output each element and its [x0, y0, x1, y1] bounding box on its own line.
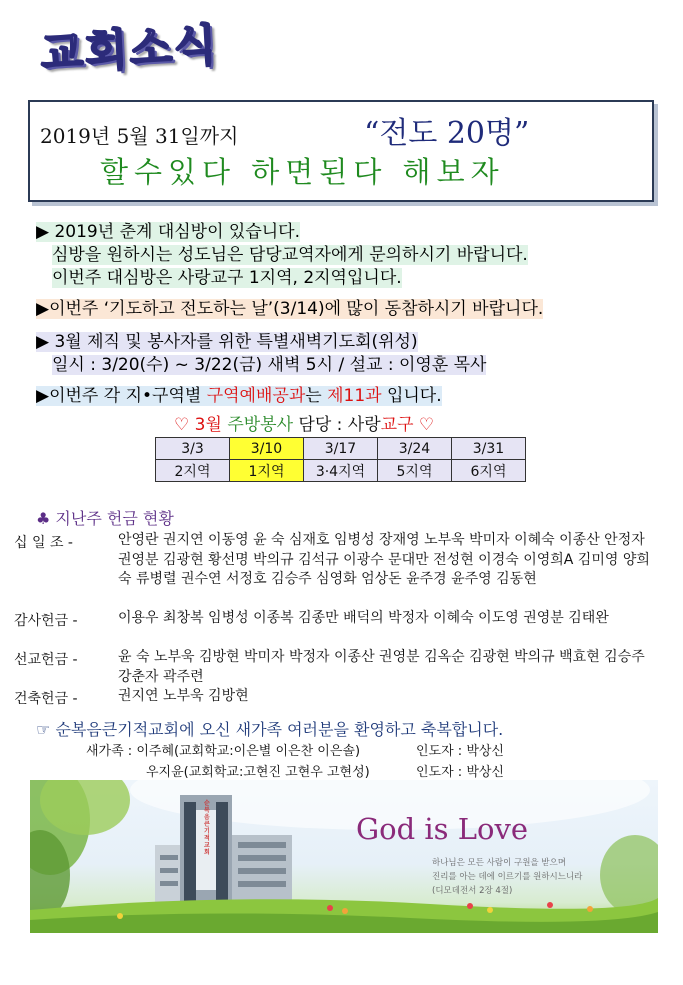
new-family-2: 우지윤(교회학교:고현진 고현우 고현성) — [146, 765, 370, 780]
kitchen-duty-table — [155, 437, 526, 482]
duty-region: 1지역 — [230, 460, 304, 482]
god-is-love-text: God is Love — [356, 812, 529, 846]
kitchen-duty-title: ♡ 3월 주방봉사 담당 : 사랑교구 ♡ — [174, 415, 435, 435]
building-sign: 순복음큰기적교회 — [204, 800, 210, 856]
offering-names-thanks: 이용우 최창복 임병성 이종복 김종만 배덕의 박정자 이혜숙 이도영 권영분 김태완 — [118, 610, 609, 626]
guide-1: 인도자 : 박상신 — [416, 744, 504, 759]
announcement-1-line3: 이번주 대심방은 사랑교구 1지역, 2지역입니다. — [52, 268, 402, 288]
pointing-hand-icon: ☞ — [36, 720, 51, 739]
duty-region: 5지역 — [378, 460, 452, 482]
lesson-book: 구역예배공과 — [206, 386, 306, 406]
duty-date: 3/31 — [452, 438, 526, 460]
church-banner-image — [30, 780, 658, 933]
duty-region: 2지역 — [156, 460, 230, 482]
new-family-1: 새가족 : 이주혜(교회학교:이은별 이은찬 이은솔) — [86, 744, 361, 759]
offering-names-mission: 윤 숙 노부욱 김방현 박미자 박정자 이종산 권영분 김옥순 김광현 박의규 백효현 김승주 강춘자 곽주련 — [118, 649, 645, 685]
banner-slogan: 할수있다 하면된다 해보자 — [100, 155, 505, 189]
lesson-number: 제11과 — [327, 386, 382, 406]
offering-names-building: 권지연 노부욱 김방현 — [118, 688, 249, 704]
guide-2: 인도자 : 박상신 — [416, 765, 504, 780]
welcome-message: ☞ 순복음큰기적교회에 오신 새가족 여러분을 환영하고 축복합니다. — [36, 720, 504, 739]
bible-verse: 하나님은 모든 사람이 구원을 받으며 진리를 아는 데에 이르기를 원하시느니라 (디모데전서 2장 4절) — [432, 858, 583, 896]
announcement-4: ▶이번주 각 지•구역별 구역예배공과는 제11과 입니다. — [36, 386, 442, 406]
duty-date: 3/17 — [304, 438, 378, 460]
banner-deadline: 2019년 5월 31일까지 — [40, 124, 239, 148]
duty-region: 6지역 — [452, 460, 526, 482]
offering-heading: ♣ 지난주 헌금 현황 — [36, 509, 174, 528]
offering-label-building: 건축헌금 - — [14, 691, 78, 707]
slogan-banner — [28, 100, 654, 202]
page-title: 교회소식 — [39, 19, 220, 81]
announcement-2: ▶이번주 ‘기도하고 전도하는 날’(3/14)에 많이 동참하시기 바랍니다. — [36, 299, 544, 319]
duty-date: 3/10 — [230, 438, 304, 460]
announcement-3-title: ▶ 3월 제직 및 봉사자를 위한 특별새벽기도회(위성) — [36, 332, 418, 352]
banner-goal: “전도 20명” — [364, 116, 530, 151]
offering-label-mission: 선교헌금 - — [14, 652, 78, 668]
offering-label-thanks: 감사헌금 - — [14, 613, 78, 629]
duty-date: 3/3 — [156, 438, 230, 460]
announcement-3-schedule: 일시 : 3/20(수) ~ 3/22(금) 새벽 5시 / 설교 : 이영훈 목사 — [52, 355, 487, 375]
duty-region: 3·4지역 — [304, 460, 378, 482]
announcement-1-title: ▶ 2019년 춘계 대심방이 있습니다. — [36, 222, 300, 242]
duty-dates-row — [156, 438, 526, 460]
offering-names-tithe: 안영란 권지연 이동영 윤 숙 심재호 임병성 장재영 노부욱 박미자 이혜숙 이종산 안정자 권영분 김광현 황선명 박의규 김석규 이광수 문대만 전성현 이경숙 이영희A 김미영 양희숙 류병렬 권수연 서정호 김승주 심영화 엄상돈 윤주경 윤주영 김동현 — [118, 532, 650, 587]
duty-regions-row — [156, 460, 526, 482]
announcement-1-line2: 심방을 원하시는 성도님은 담당교역자에게 문의하시기 바랍니다. — [52, 245, 528, 265]
duty-date: 3/24 — [378, 438, 452, 460]
offering-label-tithe: 십 일 조 - — [14, 535, 73, 551]
